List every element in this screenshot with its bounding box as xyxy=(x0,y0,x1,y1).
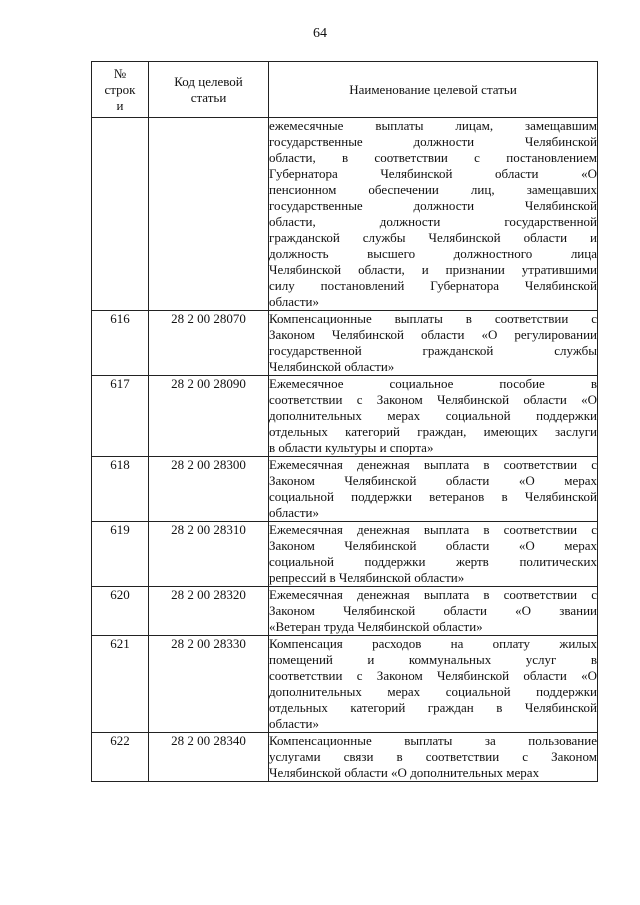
target-name-line: области, в соответствии с постановлением xyxy=(269,150,597,165)
target-name-line: отдельных категорий граждан в Челябинской xyxy=(269,700,597,715)
target-name-line: Губернатора Челябинской области «О xyxy=(269,166,597,181)
target-name-cell xyxy=(269,311,598,376)
table-row xyxy=(92,733,598,782)
target-name-line: Ежемесячная денежная выплата в соответствии с xyxy=(269,522,597,537)
target-name-line: соответствии с Законом Челябинской области «О xyxy=(269,392,597,407)
target-code-cell: 28 2 00 28320 xyxy=(149,587,269,636)
target-name-cell xyxy=(269,118,598,311)
target-name-cell xyxy=(269,457,598,522)
target-name-line: Законом Челябинской области «О мерах xyxy=(269,538,597,553)
target-name-line: «Ветеран труда Челябинской области» xyxy=(269,619,483,634)
target-name-line: услугами связи в соответствии с Законом xyxy=(269,749,597,764)
target-name-line: Законом Челябинской области «О регулировании xyxy=(269,327,597,342)
target-name-line: социальной поддержки жертв политических xyxy=(269,554,597,569)
target-code-cell xyxy=(149,118,269,311)
target-name-line: дополнительных мерах социальной поддержки xyxy=(269,408,597,423)
header-row-number xyxy=(92,62,149,118)
row-number-cell: 618 xyxy=(92,457,149,522)
target-name-cell xyxy=(269,376,598,457)
target-name-line: ежемесячные выплаты лицам, замещавшим xyxy=(269,118,597,133)
target-name-line: области» xyxy=(269,294,319,309)
header-row-number-line: № xyxy=(113,65,127,81)
row-number-cell xyxy=(92,118,149,311)
target-name-line: дополнительных мерах социальной поддержки xyxy=(269,684,597,699)
target-name-line: отдельных категорий граждан, имеющих заслуги xyxy=(269,424,597,439)
target-name-line: области» xyxy=(269,716,319,731)
row-number-cell: 616 xyxy=(92,311,149,376)
header-target-code-line: Код целевой xyxy=(174,73,243,89)
target-name-cell xyxy=(269,636,598,733)
target-name-line: социальной поддержки ветеранов в Челябинской xyxy=(269,489,597,504)
target-name-line: Ежемесячная денежная выплата в соответствии с xyxy=(269,587,597,602)
target-name-line: силу постановлений Губернатора Челябинской xyxy=(269,278,597,293)
target-code-cell: 28 2 00 28340 xyxy=(149,733,269,782)
target-name-line: Ежемесячное социальное пособие в xyxy=(269,376,597,391)
table-row xyxy=(92,311,598,376)
target-name-line: Законом Челябинской области «О звании xyxy=(269,603,597,618)
target-name-line: Компенсация расходов на оплату жилых xyxy=(269,636,597,651)
target-name-line: государственные должности Челябинской xyxy=(269,198,597,213)
row-number-cell: 619 xyxy=(92,522,149,587)
target-name-line: пенсионном обеспечении лиц, замещавших xyxy=(269,182,597,197)
target-name-line: репрессий в Челябинской области» xyxy=(269,570,465,585)
target-name-line: соответствии с Законом Челябинской области «О xyxy=(269,668,597,683)
target-name-line: Компенсационные выплаты в соответствии с xyxy=(269,311,597,326)
target-code-cell: 28 2 00 28070 xyxy=(149,311,269,376)
target-name-line: Челябинской области» xyxy=(269,359,395,374)
table-row xyxy=(92,636,598,733)
header-row-number-line: строк xyxy=(104,81,136,97)
target-name-line: Законом Челябинской области «О мерах xyxy=(269,473,597,488)
target-name-line: Компенсационные выплаты за пользование xyxy=(269,733,597,748)
target-name-line: Ежемесячная денежная выплата в соответствии с xyxy=(269,457,597,472)
target-code-cell: 28 2 00 28090 xyxy=(149,376,269,457)
target-articles-table xyxy=(91,61,598,782)
target-name-line: области, должности государственной xyxy=(269,214,597,229)
row-number-cell: 621 xyxy=(92,636,149,733)
table-row xyxy=(92,376,598,457)
target-name-line: государственной гражданской службы xyxy=(269,343,597,358)
target-code-cell: 28 2 00 28310 xyxy=(149,522,269,587)
target-name-line: гражданской службы Челябинской области и xyxy=(269,230,597,245)
target-code-cell: 28 2 00 28300 xyxy=(149,457,269,522)
table-row xyxy=(92,522,598,587)
target-name-line: области» xyxy=(269,505,319,520)
header-row-number-line: и xyxy=(116,97,124,113)
header-target-code xyxy=(149,62,269,118)
row-number-cell: 617 xyxy=(92,376,149,457)
target-code-cell: 28 2 00 28330 xyxy=(149,636,269,733)
header-target-name: Наименование целевой статьи xyxy=(269,62,598,118)
target-name-line: Челябинской области «О дополнительных мерах xyxy=(269,765,540,780)
table-row xyxy=(92,457,598,522)
target-name-line: Челябинской области, и признании утратившими xyxy=(269,262,597,277)
page-number: 64 xyxy=(313,26,327,41)
target-name-line: в области культуры и спорта» xyxy=(269,440,434,455)
target-name-line: помещений и коммунальных услуг в xyxy=(269,652,597,667)
row-number-cell: 622 xyxy=(92,733,149,782)
table-row xyxy=(92,587,598,636)
header-target-code-line: статьи xyxy=(190,89,227,105)
target-name-cell xyxy=(269,522,598,587)
target-name-line: государственные должности Челябинской xyxy=(269,134,597,149)
table-row xyxy=(92,118,598,311)
target-name-cell xyxy=(269,587,598,636)
row-number-cell: 620 xyxy=(92,587,149,636)
table-header-row xyxy=(92,62,598,118)
target-name-cell xyxy=(269,733,598,782)
target-name-line: должность высшего должностного лица xyxy=(269,246,597,261)
